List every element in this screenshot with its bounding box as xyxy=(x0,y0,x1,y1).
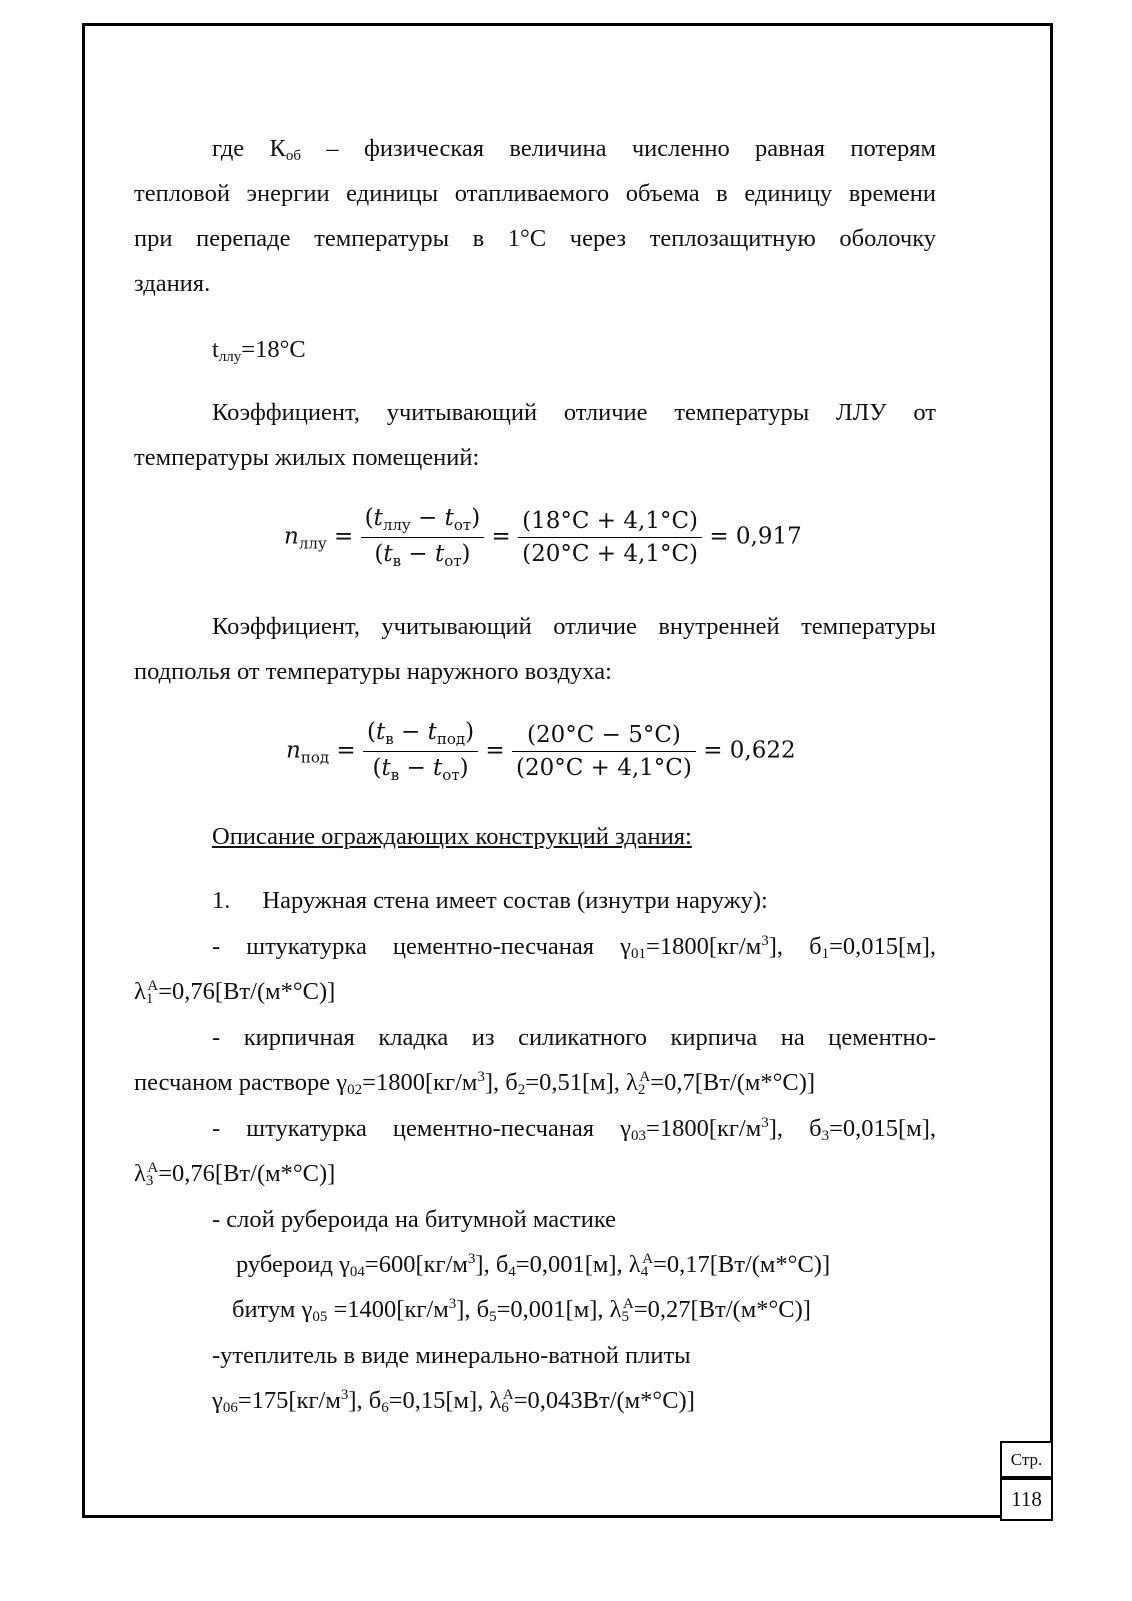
insulation-line: $\gamma_{06}=175[кг/м^3]$, $б_6=0,15[м]$, $\lambda_6^А=0,043Вт/(м*^\circ С)$] xyxy=(212,1387,695,1416)
layer3-line2: $\lambda_3^А=0,76[Вт/(м*^\circ С)]$ xyxy=(134,1160,336,1189)
list-item-1: 1. Наружная стена имеет состав (изнутри наружу): xyxy=(212,887,768,914)
formula-n-pod: $n_{под}$ = $\frac{(t_в - t_{под})}{(t_в - t_{от})}$ = $\frac{(20^\circ С - 5^\circ С)}{(20^\circ С + 4,1^\circ С)}$ = 0,622 xyxy=(286,719,796,784)
bitum-line: битум $\gamma_{05} =1400[кг/м^3]$, $б_5=0,001[м]$, $\lambda_5^А=0,27[Вт/(м*^\circ С)]$ xyxy=(232,1296,811,1325)
para3-line1: Коэффициент, учитывающий отличие внутренней температуры xyxy=(212,613,936,640)
t-llu-value: $t_{ллу}=18^\circ С$ xyxy=(212,336,306,365)
para1-line4: здания. xyxy=(134,270,211,297)
formula-n-llu: $n_{ллу}$ = $\frac{(t_{ллу} - t_{от})}{(t_в - t_{от})}$ = $\frac{(18^\circ С + 4,1^\circ С)}{(20^\circ С + 4,1^\circ С)}$ = 0,917 xyxy=(284,505,802,570)
para3-line2: подполья от температуры наружного воздуха: xyxy=(134,658,612,685)
para1-line1: где $К_{об}$ – физическая величина численно равная потерям xyxy=(212,135,936,164)
layer5-title: -утеплитель в виде минерально-ватной плиты xyxy=(212,1342,691,1369)
para1-line3: при перепаде температуры в 1°С через теплозащитную оболочку xyxy=(134,225,936,252)
layer2-line2: песчаном растворе $\gamma_{02}=1800[кг/м^3]$, $б_2=0,51[м]$, $\lambda_2^А=0,7[Вт/(м*^\circ С)]$ xyxy=(134,1069,816,1098)
layer1-line2: $\lambda_1^А=0,76[Вт/(м*^\circ С)]$ xyxy=(134,978,336,1007)
page-label: Стр. xyxy=(1000,1441,1053,1478)
para2-line2: температуры жилых помещений: xyxy=(134,444,480,471)
layer1-line1: - штукатурка цементно-песчаная $\gamma_{01}=1800[кг/м^3]$, $б_1=0,015[м]$, xyxy=(212,933,936,962)
layer2-line1: - кирпичная кладка из силикатного кирпича на цементно- xyxy=(212,1024,936,1051)
ruberoid-line: рубероид $\gamma_{04}=600[кг/м^3]$, $б_4=0,001[м]$, $\lambda_4^А=0,17[Вт/(м*^\circ С)]$ xyxy=(236,1251,831,1280)
section-heading: Описание ограждающих конструкций здания: xyxy=(212,823,692,850)
layer3-line1: - штукатурка цементно-песчаная $\gamma_{03}=1800[кг/м^3]$, $б_3=0,015[м]$, xyxy=(212,1115,936,1144)
layer4-title: - слой рубероида на битумной мастике xyxy=(212,1206,616,1233)
para2-line1: Коэффициент, учитывающий отличие температуры ЛЛУ от xyxy=(212,399,936,426)
page-number: 118 xyxy=(1000,1478,1053,1521)
para1-line2: тепловой энергии единицы отапливаемого объема в единицу времени xyxy=(134,180,936,207)
